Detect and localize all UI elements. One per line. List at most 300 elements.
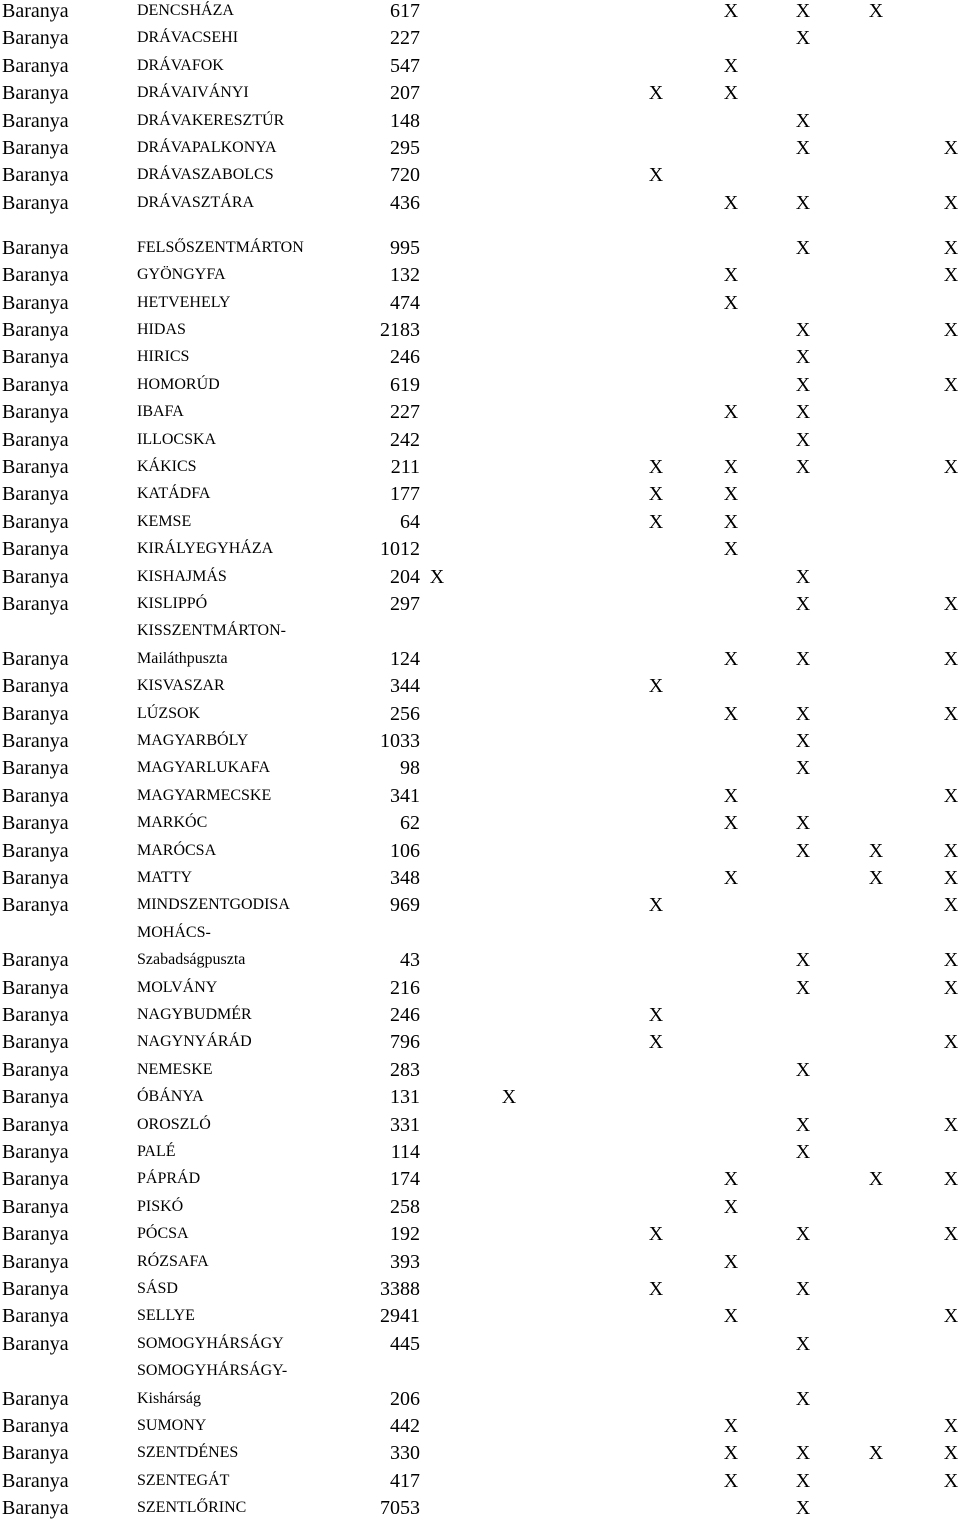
x-mark-col3: X [723,0,739,22]
table-row [0,318,960,345]
x-mark-col4: X [795,1278,811,1300]
county-cell: Baranya [2,1469,69,1492]
county-cell: Baranya [2,894,69,917]
x-mark-col5: X [868,0,884,22]
population-cell: 211 [390,456,420,478]
x-mark-col6: X [943,702,959,725]
x-mark-col3: X [723,1250,739,1273]
table-row [0,400,960,427]
population-cell: 796 [390,1031,420,1054]
x-mark-col6: X [943,456,959,478]
county-cell: Baranya [2,1086,69,1109]
x-mark-col4: X [795,137,811,159]
county-cell: Baranya [2,1250,69,1273]
settlement-name-cell: DRÁVASZABOLCS [137,166,274,184]
x-mark-col0: X [429,565,445,588]
x-mark-col2: X [648,483,664,506]
x-mark-col6: X [943,1113,959,1136]
table-row [0,729,960,756]
county-cell: Baranya [2,0,69,22]
table-row [0,1195,960,1222]
x-mark-col3: X [723,1305,739,1328]
population-cell: 720 [390,164,420,187]
county-cell: Baranya [2,593,69,615]
settlement-name-cell: SELLYE [137,1307,195,1325]
county-cell: Baranya [2,27,69,50]
x-mark-col2: X [648,82,664,105]
x-mark-col4: X [795,1469,811,1492]
table-row [0,0,960,26]
settlement-name-cell: SÁSD [137,1280,178,1297]
x-mark-col2: X [648,164,664,187]
x-mark-col6: X [943,839,959,862]
x-mark-col5: X [868,1442,884,1465]
population-cell: 256 [390,702,420,725]
population-cell: 207 [390,82,420,105]
settlement-name-cell: KATÁDFA [137,485,211,503]
population-cell: 969 [390,894,420,917]
settlement-name-cell: LÚZSOK [137,704,201,722]
table-row [0,1277,960,1304]
x-mark-col4: X [795,109,811,132]
table-row [0,976,960,1003]
table-row [0,537,960,564]
county-cell: Baranya [2,647,69,670]
x-mark-col6: X [943,373,959,396]
population-cell: 617 [390,0,420,22]
x-mark-col5: X [868,867,884,889]
population-cell: 995 [390,236,420,259]
settlement-name-cell: SZENTLŐRINC [137,1499,247,1517]
population-cell: 177 [390,483,420,506]
settlement-name-cell: KIRÁLYEGYHÁZA [137,540,274,558]
x-mark-col6: X [943,1415,959,1437]
county-cell: Baranya [2,54,69,77]
x-mark-col4: X [795,593,811,615]
x-mark-col3: X [723,647,739,670]
table-row [0,784,960,811]
x-mark-col4: X [795,1113,811,1136]
x-mark-col4: X [795,319,811,341]
table-row [0,1469,960,1496]
x-mark-col6: X [943,319,959,341]
settlement-name-cell: Mailáthpuszta [137,649,228,667]
settlement-name-cell: KISLIPPÓ [137,595,208,612]
population-cell: 204 [390,565,420,588]
x-mark-col4: X [795,346,811,369]
settlement-name-cell: KEMSE [137,512,192,530]
x-mark-col6: X [943,867,959,889]
settlement-name-cell: MARKÓC [137,814,208,832]
settlement-name-cell: PÁPRÁD [137,1170,201,1188]
settlement-name-cell: ILLOCSKA [137,430,217,448]
population-cell: 124 [390,647,420,670]
table-row [0,839,960,866]
table-row [0,1414,960,1441]
table-row [0,702,960,729]
x-mark-col3: X [723,867,739,889]
x-mark-col6: X [943,1469,959,1492]
county-cell: Baranya [2,757,69,780]
table-row [0,455,960,482]
x-mark-col3: X [723,401,739,424]
settlement-name-cell: HOMORÚD [137,375,220,393]
x-mark-col6: X [943,191,959,214]
population-cell: 114 [390,1141,420,1163]
population-cell: 98 [400,757,420,780]
x-mark-col4: X [795,730,811,752]
population-cell: 1033 [380,730,420,752]
table-row [0,136,960,163]
population-cell: 442 [390,1415,420,1437]
county-cell: Baranya [2,1305,69,1328]
x-mark-col4: X [795,1442,811,1465]
x-mark-col4: X [795,839,811,862]
table-row [0,674,960,701]
x-mark-col4: X [795,757,811,780]
settlement-name-cell: NAGYNYÁRÁD [137,1033,252,1051]
population-cell: 3388 [380,1278,420,1300]
population-cell: 192 [390,1223,420,1246]
settlement-name-cell: HIRICS [137,348,190,366]
x-mark-col6: X [943,976,959,999]
population-cell: 216 [390,976,420,999]
county-cell: Baranya [2,1141,69,1163]
population-cell: 1012 [380,538,420,561]
x-mark-col2: X [648,1278,664,1300]
population-cell: 258 [390,1195,420,1218]
settlement-name-cell: RÓZSAFA [137,1252,209,1270]
county-cell: Baranya [2,1442,69,1465]
x-mark-col4: X [795,949,811,972]
x-mark-col6: X [943,1223,959,1246]
x-mark-col4: X [795,976,811,999]
x-mark-col5: X [868,839,884,862]
county-cell: Baranya [2,319,69,341]
table-row [0,1030,960,1057]
population-cell: 174 [390,1168,420,1191]
x-mark-col2: X [648,456,664,478]
x-mark-col3: X [723,1442,739,1465]
table-row [0,1113,960,1140]
table-row [0,26,960,53]
population-cell: 619 [390,373,420,396]
population-cell: 344 [390,675,420,698]
county-cell: Baranya [2,264,69,287]
x-mark-col2: X [648,1031,664,1054]
county-cell: Baranya [2,565,69,588]
table-row [0,866,960,893]
settlement-name-cell: FELSŐSZENTMÁRTON [137,238,304,256]
county-cell: Baranya [2,1168,69,1191]
table-row [0,1441,960,1468]
x-mark-col4: X [795,1387,811,1410]
table-row [0,647,960,674]
county-cell: Baranya [2,1195,69,1218]
x-mark-col3: X [723,702,739,725]
table-row [0,163,960,190]
population-cell: 547 [390,54,420,77]
population-cell: 242 [390,428,420,451]
settlement-name-cell: KÁKICS [137,458,197,475]
population-cell: 246 [390,346,420,369]
population-cell: 417 [390,1469,420,1492]
population-cell: 436 [390,191,420,214]
x-mark-col4: X [795,236,811,259]
population-cell: 297 [390,593,420,615]
table-row [0,263,960,290]
population-cell: 64 [400,510,420,533]
x-mark-col4: X [795,1058,811,1081]
x-mark-col2: X [648,1004,664,1026]
table-row [0,1496,960,1523]
x-mark-col3: X [723,510,739,533]
settlement-name-cell: NEMESKE [137,1060,213,1078]
x-mark-col3: X [723,456,739,478]
x-mark-col3: X [723,1168,739,1191]
settlement-name-line1: KISSZENTMÁRTON- [137,622,286,640]
county-cell: Baranya [2,1223,69,1246]
settlement-name-cell: MINDSZENTGODISA [137,896,290,914]
settlement-name-cell: ÓBÁNYA [137,1088,204,1106]
population-cell: 474 [390,291,420,314]
population-cell: 341 [390,784,420,807]
x-mark-col4: X [795,1223,811,1246]
settlement-name-cell: DRÁVAPALKONYA [137,139,277,156]
settlement-name-cell: MARÓCSA [137,841,217,859]
x-mark-col6: X [943,1442,959,1465]
x-mark-col4: X [795,456,811,478]
county-cell: Baranya [2,1278,69,1300]
county-cell: Baranya [2,191,69,214]
population-cell: 62 [400,812,420,835]
x-mark-col3: X [723,1415,739,1437]
table-row [0,81,960,108]
table-row [0,1003,960,1030]
county-cell: Baranya [2,1387,69,1410]
x-mark-col6: X [943,894,959,917]
county-cell: Baranya [2,510,69,533]
x-mark-col4: X [795,565,811,588]
settlement-name-line1: MOHÁCS- [137,923,211,941]
settlement-name-cell: NAGYBUDMÉR [137,1006,252,1023]
county-cell: Baranya [2,291,69,314]
table-row [0,1058,960,1085]
table-row [0,482,960,509]
county-cell: Baranya [2,784,69,807]
county-cell: Baranya [2,812,69,835]
x-mark-col4: X [795,1332,811,1355]
county-cell: Baranya [2,428,69,451]
settlement-name-cell: MAGYARBÓLY [137,732,249,749]
table-row [0,510,960,537]
x-mark-col4: X [795,373,811,396]
table-row [0,109,960,136]
x-mark-col2: X [648,1223,664,1246]
population-cell: 227 [390,27,420,50]
x-mark-col3: X [723,784,739,807]
population-cell: 246 [390,1004,420,1026]
settlement-name-cell: PISKÓ [137,1197,184,1215]
settlement-name-cell: DRÁVAIVÁNYI [137,84,249,102]
x-mark-col3: X [723,483,739,506]
x-mark-col4: X [795,812,811,835]
x-mark-col4: X [795,401,811,424]
settlement-name-cell: Szabadságpuszta [137,951,246,969]
settlement-name-cell: SOMOGYHÁRSÁGY [137,1334,284,1352]
x-mark-col6: X [943,593,959,615]
county-cell: Baranya [2,483,69,506]
table-row [0,345,960,372]
county-cell: Baranya [2,456,69,478]
county-cell: Baranya [2,976,69,999]
x-mark-col3: X [723,538,739,561]
population-cell: 43 [400,949,420,972]
table-row [0,1222,960,1249]
table-row [0,756,960,783]
table-row [0,191,960,218]
county-cell: Baranya [2,137,69,159]
county-cell: Baranya [2,1004,69,1026]
population-cell: 283 [390,1058,420,1081]
settlement-name-cell: IBAFA [137,403,184,421]
x-mark-col6: X [943,949,959,972]
county-cell: Baranya [2,401,69,424]
county-cell: Baranya [2,109,69,132]
population-cell: 393 [390,1250,420,1273]
x-mark-col4: X [795,647,811,670]
population-cell: 206 [390,1387,420,1410]
x-mark-col3: X [723,82,739,105]
x-mark-col6: X [943,1305,959,1328]
x-mark-col4: X [795,0,811,22]
x-mark-col4: X [795,1497,811,1520]
x-mark-col3: X [723,191,739,214]
settlement-name-cell: DENCSHÁZA [137,2,234,19]
x-mark-col1: X [501,1086,517,1109]
settlement-name-cell: MAGYARLUKAFA [137,759,271,777]
x-mark-col3: X [723,1469,739,1492]
county-cell: Baranya [2,675,69,698]
x-mark-col3: X [723,54,739,77]
x-mark-col3: X [723,264,739,287]
population-cell: 2183 [380,319,420,341]
population-cell: 445 [390,1332,420,1355]
table-row [0,592,960,619]
table-row [0,291,960,318]
table-row [0,1167,960,1194]
settlement-name-cell: PÓCSA [137,1225,189,1243]
x-mark-col2: X [648,675,664,698]
population-cell: 348 [390,867,420,889]
settlement-name-cell: HIDAS [137,321,186,338]
settlement-name-cell: PALÉ [137,1143,176,1160]
table-row [0,1085,960,1112]
county-cell: Baranya [2,702,69,725]
x-mark-col5: X [868,1168,884,1191]
county-cell: Baranya [2,82,69,105]
table-row [0,428,960,455]
x-mark-col6: X [943,1031,959,1054]
table-row [0,1250,960,1277]
table-row [0,893,960,920]
settlement-name-cell: SZENTDÉNES [137,1444,239,1462]
x-mark-col3: X [723,1195,739,1218]
settlement-name-cell: Kishárság [137,1389,201,1407]
x-mark-col3: X [723,291,739,314]
x-mark-col6: X [943,1168,959,1191]
x-mark-col3: X [723,812,739,835]
settlement-name-cell: HETVEHELY [137,293,231,311]
population-cell: 148 [390,109,420,132]
table-row [0,1387,960,1414]
county-cell: Baranya [2,1497,69,1520]
county-cell: Baranya [2,373,69,396]
settlement-name-cell: DRÁVACSEHI [137,29,239,47]
county-cell: Baranya [2,164,69,187]
x-mark-col4: X [795,428,811,451]
x-mark-col6: X [943,647,959,670]
population-cell: 131 [390,1086,420,1109]
county-cell: Baranya [2,867,69,889]
table-row [0,948,960,975]
settlement-name-cell: MAGYARMECSKE [137,786,272,804]
x-mark-col2: X [648,510,664,533]
county-cell: Baranya [2,1031,69,1054]
county-cell: Baranya [2,236,69,259]
county-cell: Baranya [2,839,69,862]
settlement-name-cell: GYÖNGYFA [137,266,226,284]
settlement-name-cell: KISVASZAR [137,677,225,695]
county-cell: Baranya [2,538,69,561]
population-cell: 330 [390,1442,420,1465]
population-cell: 227 [390,401,420,424]
population-cell: 295 [390,137,420,159]
settlement-name-cell: OROSZLÓ [137,1115,211,1133]
county-cell: Baranya [2,1415,69,1437]
x-mark-col2: X [648,894,664,917]
table-row [0,1140,960,1167]
x-mark-col6: X [943,264,959,287]
county-cell: Baranya [2,1332,69,1355]
table-row [0,1332,960,1359]
settlement-name-cell: MOLVÁNY [137,978,218,996]
county-cell: Baranya [2,730,69,752]
population-cell: 132 [390,264,420,287]
county-cell: Baranya [2,949,69,972]
county-cell: Baranya [2,1058,69,1081]
x-mark-col6: X [943,784,959,807]
settlement-name-cell: KISHAJMÁS [137,567,227,585]
table-row [0,54,960,81]
table-row [0,373,960,400]
settlement-name-cell: DRÁVAKERESZTÚR [137,111,285,129]
table-row [0,565,960,592]
population-cell: 106 [390,839,420,862]
county-cell: Baranya [2,1113,69,1136]
settlement-name-cell: MATTY [137,869,193,886]
x-mark-col6: X [943,137,959,159]
table-row [0,811,960,838]
population-cell: 2941 [380,1305,420,1328]
table-row [0,236,960,263]
table-row [0,1304,960,1331]
x-mark-col6: X [943,236,959,259]
population-cell: 7053 [380,1497,420,1520]
settlement-name-cell: SUMONY [137,1417,207,1434]
settlement-name-cell: DRÁVAFOK [137,56,224,74]
population-cell: 331 [390,1113,420,1136]
